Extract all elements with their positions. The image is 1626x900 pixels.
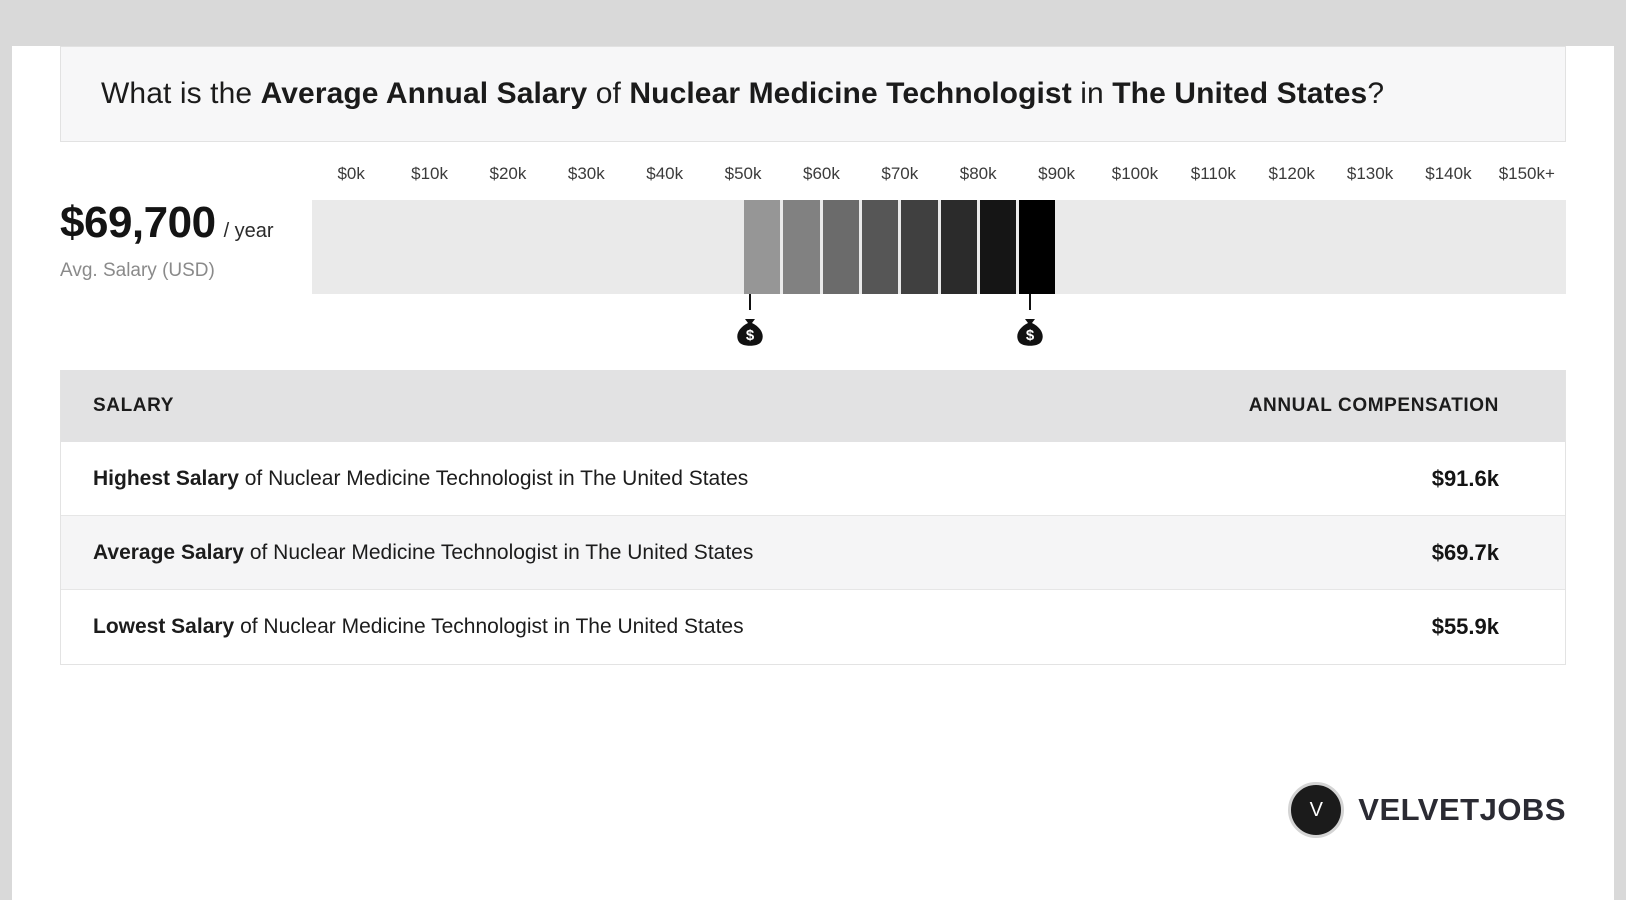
- scale-cell: [1255, 200, 1291, 294]
- scale-cell: [862, 200, 898, 294]
- velvetjobs-logo[interactable]: [1288, 782, 1566, 838]
- scale-tick-label: $100k: [1111, 164, 1159, 183]
- scale-cell: [508, 200, 544, 294]
- marker-stem: [749, 294, 751, 310]
- salary-bar: [312, 200, 1566, 294]
- logo-mark-icon: V: [1288, 782, 1344, 838]
- salary-scale: [312, 164, 1566, 356]
- scale-tick-label: $30k: [567, 164, 605, 183]
- question-suffix: ?: [1367, 77, 1385, 110]
- table-header-row: [61, 370, 1565, 442]
- money-bag-marker: [730, 294, 770, 357]
- question-title: [101, 77, 1384, 111]
- table-row-value: $55.9k: [1431, 614, 1499, 639]
- table-row: [61, 516, 1565, 590]
- scale-tick-label: $50k: [724, 164, 762, 183]
- average-salary-caption: Avg. Salary (USD): [60, 260, 215, 281]
- scale-cell: [1137, 200, 1173, 294]
- scale-cell: [469, 200, 505, 294]
- average-salary-summary: [60, 164, 312, 282]
- scale-tick-label: $10k: [411, 164, 448, 183]
- scale-tick-label: $80k: [959, 164, 997, 183]
- table-row-label: [93, 467, 1299, 491]
- question-prefix: What is the: [101, 77, 261, 110]
- scale-cell: [430, 200, 466, 294]
- scale-cell: [744, 200, 780, 294]
- table-row-label-emphasis: Average Salary: [93, 540, 244, 564]
- average-salary-unit: / year: [223, 220, 274, 242]
- table-header-salary: SALARY: [93, 395, 175, 416]
- question-mid1: of: [587, 77, 630, 110]
- table-row-label: [93, 615, 1299, 639]
- question-mid2: in: [1071, 77, 1113, 110]
- average-salary-line: [60, 198, 312, 248]
- money-bag-icon: [730, 312, 770, 352]
- money-bag-marker: [1010, 294, 1050, 357]
- scale-tick-label: $140k: [1425, 164, 1472, 183]
- table-row-value: $69.7k: [1431, 539, 1499, 565]
- table-row-label-emphasis: Lowest Salary: [93, 615, 235, 638]
- scale-cell: [626, 200, 662, 294]
- svg-text:$: $: [745, 327, 755, 344]
- scale-cell: [783, 200, 819, 294]
- scale-tick-label: $110k: [1190, 164, 1236, 183]
- table-body: [61, 442, 1565, 664]
- question-bold-salary: Average Annual Salary: [260, 77, 588, 110]
- salary-gauge: [60, 164, 1566, 356]
- scale-tick-label: $90k: [1038, 164, 1075, 183]
- scale-tick-label: $120k: [1268, 164, 1315, 183]
- money-bag-icon: [1010, 312, 1050, 352]
- svg-text:$: $: [1025, 327, 1035, 344]
- table-header-compensation: ANNUAL COMPENSATION: [1248, 395, 1499, 416]
- scale-tick-label: $130k: [1346, 164, 1394, 183]
- scale-cell: [1333, 200, 1369, 294]
- question-header: [60, 46, 1566, 142]
- scale-cell: [312, 200, 348, 294]
- table-row-label-emphasis: Highest Salary: [93, 466, 239, 490]
- scale-cell: [1019, 200, 1055, 294]
- scale-cell: [391, 200, 427, 294]
- scale-tick-label: $40k: [646, 164, 684, 183]
- scale-cell: [587, 200, 623, 294]
- scale-cell: [1176, 200, 1212, 294]
- scale-tick-label: $70k: [881, 164, 919, 183]
- question-bold-job: Nuclear Medicine Technologist: [629, 77, 1072, 110]
- question-bold-location: The United States: [1112, 77, 1368, 110]
- table-row-label-rest: of Nuclear Medicine Technologist in The United States: [234, 615, 744, 638]
- scale-tick-label: $60k: [803, 164, 840, 183]
- scale-cell: [1098, 200, 1134, 294]
- scale-cell: [1412, 200, 1448, 294]
- marker-stem: [1029, 294, 1031, 310]
- scale-cell: [1490, 200, 1526, 294]
- scale-cell: [1530, 200, 1566, 294]
- scale-tick-label: $150k+: [1498, 164, 1555, 183]
- scale-tick-label: $20k: [489, 164, 527, 183]
- average-salary-value: $69,700: [60, 198, 216, 247]
- salary-markers: [312, 294, 1566, 356]
- scale-cell: [1451, 200, 1487, 294]
- scale-tick-labels: [312, 164, 1566, 194]
- scale-cell: [1215, 200, 1251, 294]
- table-row-label-rest: of Nuclear Medicine Technologist in The United States: [238, 466, 749, 490]
- scale-cell: [666, 200, 702, 294]
- logo-wordmark: VELVETJOBS: [1358, 792, 1566, 827]
- table-row-label: [93, 541, 1299, 565]
- table-row-label-rest: of Nuclear Medicine Technologist in The United States: [244, 540, 754, 564]
- salary-table: [60, 370, 1566, 665]
- scale-cell: [1373, 200, 1409, 294]
- scale-cell: [1294, 200, 1330, 294]
- table-row: [61, 442, 1565, 516]
- scale-cell: [1058, 200, 1094, 294]
- scale-tick-label: $0k: [337, 164, 365, 183]
- scale-cell: [980, 200, 1016, 294]
- table-row-value: $91.6k: [1431, 465, 1499, 491]
- scale-cell: [705, 200, 741, 294]
- scale-cell: [351, 200, 387, 294]
- table-row: [61, 590, 1565, 664]
- scale-cell: [901, 200, 937, 294]
- scale-cell: [941, 200, 977, 294]
- scale-cell: [548, 200, 584, 294]
- scale-cell: [823, 200, 859, 294]
- infographic-card: [12, 46, 1614, 900]
